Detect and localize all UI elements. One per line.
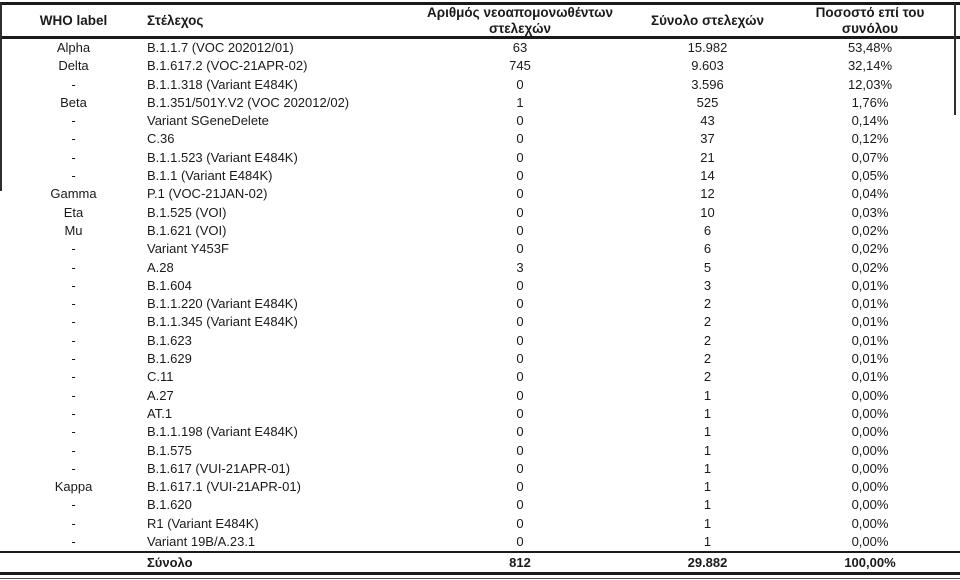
cell-strain: B.1.1.318 (Variant E484K): [147, 76, 298, 92]
table-row: [0, 423, 960, 441]
cell-new-isolates: 0: [516, 296, 524, 312]
cell-percent: 0,14%: [851, 113, 889, 129]
table-row: [0, 130, 960, 148]
cell-new-isolates: 745: [509, 58, 531, 74]
table-row: [0, 112, 960, 130]
spacer-cell: [945, 552, 960, 574]
cell-who: Alpha: [56, 40, 91, 55]
cell-new-isolates: 0: [516, 241, 524, 257]
spacer-cell: [945, 259, 960, 277]
table-row: [0, 460, 960, 478]
cell-who: -: [71, 277, 76, 293]
cell-who: -: [71, 296, 76, 312]
cell-new-isolates: 0: [516, 460, 524, 476]
cell-who: -: [71, 442, 76, 458]
table-row: [0, 57, 960, 75]
cell-total: 5: [703, 259, 712, 275]
cell-percent: 0,00%: [851, 479, 889, 495]
cell-new-isolates: 0: [516, 76, 524, 92]
cell-percent: 32,14%: [847, 58, 893, 74]
cell-new-isolates: 0: [516, 515, 524, 531]
table-row: [0, 259, 960, 277]
cell-strain: B.1.620: [147, 497, 192, 513]
table-row: [0, 222, 960, 240]
cell-strain: B.1.617.1 (VUI-21APR-01): [147, 479, 301, 495]
cell-total: 1: [703, 424, 712, 440]
table-row: [0, 167, 960, 185]
cell-percent: 0,01%: [851, 332, 889, 348]
spacer-cell: [945, 38, 960, 58]
total-new-isolates: 812: [509, 555, 531, 571]
cell-new-isolates: 0: [516, 168, 524, 184]
cell-new-isolates: 0: [516, 369, 524, 385]
cell-percent: 0,00%: [851, 515, 889, 531]
total-percent: 100,00%: [844, 555, 896, 571]
cell-strain: B.1.1.198 (Variant E484K): [147, 424, 298, 440]
cell-new-isolates: 0: [516, 534, 524, 550]
cell-percent: 0,02%: [851, 241, 889, 257]
cell-percent: 0,01%: [851, 296, 889, 312]
cell-strain: B.1.621 (VOI): [147, 222, 227, 238]
spacer-cell: [945, 130, 960, 148]
cell-strain: Variant SGeneDelete: [147, 113, 269, 129]
cell-total: 1: [703, 515, 712, 531]
cell-percent: 0,01%: [851, 277, 889, 293]
total-strains: 29.882: [687, 555, 728, 571]
cell-new-isolates: 0: [516, 204, 524, 220]
spacer-cell: [945, 222, 960, 240]
left-edge-line: [0, 3, 2, 191]
cell-who: -: [71, 241, 76, 257]
table-row: [0, 185, 960, 203]
cell-total: 1: [703, 387, 712, 403]
col-header-percent: Ποσοστό επί του συνόλου: [815, 5, 925, 36]
table-row: [0, 387, 960, 405]
spacer-cell: [945, 167, 960, 185]
cell-percent: 0,00%: [851, 442, 889, 458]
cell-new-isolates: 0: [516, 387, 524, 403]
cell-new-isolates: 63: [512, 40, 528, 55]
cell-strain: B.1.351/501Y.V2 (VOC 202012/02): [147, 94, 350, 110]
table-row: [0, 313, 960, 331]
cell-total: 2: [703, 314, 712, 330]
cell-new-isolates: 0: [516, 424, 524, 440]
cell-total: 14: [700, 168, 715, 184]
cell-strain: B.1.575: [147, 442, 192, 458]
cell-strain: B.1.617 (VUI-21APR-01): [147, 460, 291, 476]
cell-new-isolates: 0: [516, 332, 524, 348]
cell-strain: C.11: [147, 369, 174, 385]
cell-percent: 0,00%: [851, 405, 889, 421]
table-header: [0, 4, 960, 38]
cell-strain: A.28: [147, 259, 174, 275]
cell-who: -: [71, 314, 76, 330]
cell-percent: 1,76%: [851, 94, 889, 110]
cell-strain: B.1.1 (Variant E484K): [147, 168, 273, 184]
cell-percent: 0,02%: [851, 259, 889, 275]
cell-percent: 0,00%: [851, 424, 889, 440]
cell-strain: Variant 19B/A.23.1: [147, 534, 256, 550]
cell-who: -: [71, 351, 76, 367]
table-row: [0, 442, 960, 460]
table-row: [0, 204, 960, 222]
cell-new-isolates: 0: [516, 479, 524, 495]
table-row: [0, 515, 960, 533]
cell-who: -: [71, 131, 76, 147]
spacer-cell: [945, 442, 960, 460]
table-row: [0, 533, 960, 552]
cell-percent: 0,04%: [851, 186, 889, 202]
cell-new-isolates: 0: [516, 186, 524, 202]
cell-who: Kappa: [54, 479, 93, 495]
cell-strain: B.1.617.2 (VOC-21APR-02): [147, 58, 308, 74]
cell-new-isolates: 0: [516, 131, 524, 147]
spacer-cell: [945, 112, 960, 130]
cell-total: 2: [703, 351, 712, 367]
cell-total: 1: [703, 534, 712, 550]
cell-new-isolates: 0: [516, 222, 524, 238]
cell-strain: C.36: [147, 131, 175, 147]
cell-percent: 0,07%: [851, 149, 889, 165]
cell-total: 2: [703, 296, 712, 312]
cell-total: 1: [703, 460, 712, 476]
spacer-cell: [945, 515, 960, 533]
cell-percent: 0,12%: [851, 131, 889, 147]
total-label: Σύνολο: [147, 555, 193, 571]
cell-strain: R1 (Variant E484K): [147, 515, 259, 531]
variants-table: [0, 2, 960, 575]
cell-percent: 0,00%: [851, 460, 889, 476]
table-row: [0, 478, 960, 496]
table-row: [0, 38, 960, 58]
cell-who: -: [71, 369, 76, 385]
cell-new-isolates: 1: [516, 94, 524, 110]
total-row: [0, 552, 960, 574]
cell-strain: Variant Y453F: [147, 241, 229, 257]
spacer-cell: [945, 496, 960, 514]
cell-total: 37: [700, 131, 715, 147]
cell-total: 15.982: [687, 40, 728, 55]
cell-who: -: [71, 460, 76, 476]
cell-strain: B.1.629: [147, 351, 192, 367]
cell-new-isolates: 0: [516, 351, 524, 367]
cell-who: -: [71, 497, 76, 513]
cell-strain: B.1.1.345 (Variant E484K): [147, 314, 298, 330]
right-edge-line: [954, 3, 956, 115]
cell-total: 12: [700, 186, 715, 202]
cell-percent: 0,01%: [851, 351, 889, 367]
cell-total: 43: [700, 113, 715, 129]
cell-new-isolates: 0: [516, 497, 524, 513]
cell-total: 21: [700, 149, 715, 165]
total-empty-cell: [0, 552, 147, 574]
spacer-cell: [945, 277, 960, 295]
cell-who: Delta: [58, 58, 89, 74]
spacer-header-cell: [945, 4, 960, 38]
table-row: [0, 149, 960, 167]
table-row: [0, 240, 960, 258]
spacer-cell: [945, 204, 960, 222]
spacer-cell: [945, 478, 960, 496]
cell-total: 525: [696, 94, 719, 110]
spacer-cell: [945, 423, 960, 441]
col-header-who-label: WHO label: [39, 12, 108, 28]
cell-strain: B.1.1.523 (Variant E484K): [147, 149, 298, 165]
spacer-cell: [945, 185, 960, 203]
cell-new-isolates: 0: [516, 277, 524, 293]
cell-new-isolates: 0: [516, 113, 524, 129]
cell-total: 9.603: [691, 58, 724, 74]
cell-who: -: [71, 113, 76, 129]
cell-percent: 0,00%: [851, 387, 889, 403]
cell-who: -: [71, 259, 76, 275]
cell-total: 2: [703, 369, 712, 385]
cell-new-isolates: 0: [516, 442, 524, 458]
cell-total: 3.596: [691, 76, 724, 92]
cell-total: 1: [703, 442, 712, 458]
cell-total: 10: [700, 204, 715, 220]
table-row: [0, 277, 960, 295]
cell-percent: 53,48%: [847, 40, 893, 55]
table-row: [0, 332, 960, 350]
spacer-cell: [945, 533, 960, 552]
bottom-hairline: [0, 578, 960, 579]
table-body: [0, 38, 960, 553]
cell-total: 1: [703, 479, 712, 495]
spacer-cell: [945, 295, 960, 313]
cell-new-isolates: 0: [516, 405, 524, 421]
spacer-cell: [945, 57, 960, 75]
col-header-strain: Στέλεχος: [147, 12, 204, 28]
table-row: [0, 94, 960, 112]
col-header-total-strains: Σύνολο στελεχών: [650, 12, 765, 28]
cell-who: -: [71, 515, 76, 531]
spacer-cell: [945, 368, 960, 386]
spacer-cell: [945, 350, 960, 368]
spacer-cell: [945, 149, 960, 167]
table-row: [0, 295, 960, 313]
cell-total: 3: [703, 277, 712, 293]
cell-total: 6: [703, 241, 712, 257]
table-row: [0, 350, 960, 368]
cell-who: -: [71, 168, 76, 184]
cell-who: -: [71, 332, 76, 348]
cell-strain: B.1.623: [147, 332, 192, 348]
cell-who: -: [71, 534, 76, 550]
cell-total: 1: [703, 497, 712, 513]
cell-who: -: [71, 387, 76, 403]
spacer-cell: [945, 240, 960, 258]
spacer-cell: [945, 332, 960, 350]
spacer-cell: [945, 313, 960, 331]
cell-who: -: [71, 76, 76, 92]
spacer-cell: [945, 460, 960, 478]
table-row: [0, 76, 960, 94]
cell-percent: 0,03%: [851, 204, 889, 220]
cell-strain: AT.1: [147, 405, 173, 421]
header-row: [0, 4, 960, 38]
cell-percent: 0,00%: [851, 497, 889, 513]
cell-percent: 0,01%: [851, 369, 889, 385]
cell-who: Gamma: [50, 186, 97, 202]
spacer-cell: [945, 76, 960, 94]
table-footer: [0, 552, 960, 574]
cell-new-isolates: 0: [516, 149, 524, 165]
cell-strain: B.1.604: [147, 277, 192, 293]
cell-strain: B.1.525 (VOI): [147, 204, 227, 220]
cell-who: -: [71, 424, 76, 440]
cell-percent: 0,00%: [851, 534, 889, 550]
cell-total: 2: [703, 332, 712, 348]
cell-new-isolates: 3: [516, 259, 524, 275]
spacer-cell: [945, 387, 960, 405]
table-row: [0, 405, 960, 423]
cell-who: -: [71, 149, 76, 165]
cell-who: Eta: [63, 204, 84, 220]
cell-new-isolates: 0: [516, 314, 524, 330]
col-header-new-isolates: Αριθμός νεοαπομονωθέντων στελεχών: [427, 5, 613, 36]
cell-who: Beta: [60, 94, 87, 110]
cell-who: Mu: [64, 222, 83, 238]
spacer-cell: [945, 405, 960, 423]
cell-strain: B.1.1.220 (Variant E484K): [147, 296, 298, 312]
table-row: [0, 496, 960, 514]
cell-percent: 12,03%: [847, 76, 893, 92]
cell-percent: 0,02%: [851, 222, 889, 238]
cell-strain: A.27: [147, 387, 174, 403]
cell-strain: B.1.1.7 (VOC 202012/01): [147, 40, 294, 55]
cell-total: 6: [703, 222, 712, 238]
cell-percent: 0,05%: [851, 168, 889, 184]
cell-who: -: [71, 405, 76, 421]
cell-total: 1: [703, 405, 712, 421]
spacer-cell: [945, 94, 960, 112]
table-row: [0, 368, 960, 386]
cell-strain: P.1 (VOC-21JAN-02): [147, 186, 268, 202]
cell-percent: 0,01%: [851, 314, 889, 330]
